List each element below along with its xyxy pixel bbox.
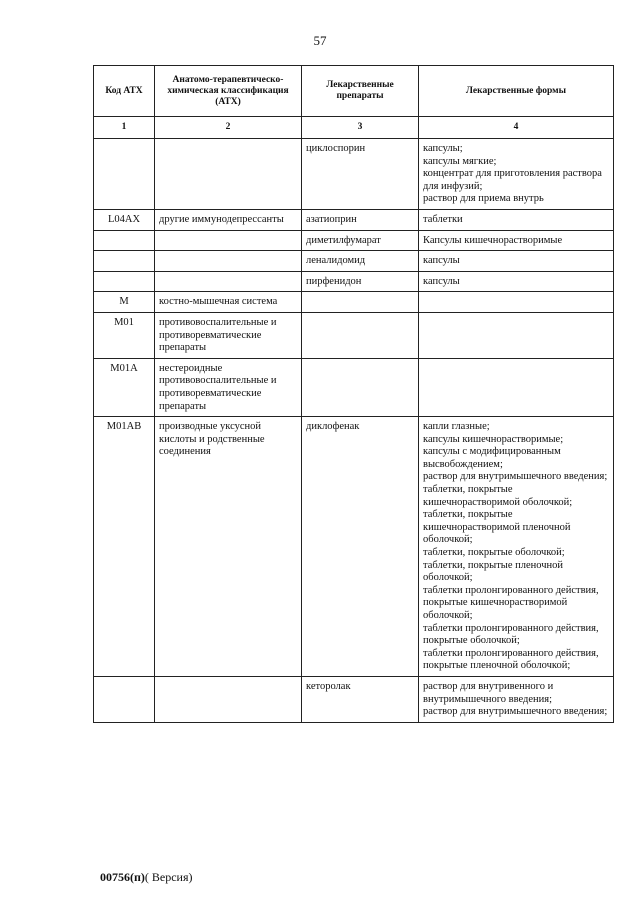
table-body	[94, 139, 614, 723]
drug-name-cell: циклоспорин	[302, 139, 419, 210]
drug-name-cell	[302, 292, 419, 313]
table-row	[94, 358, 614, 416]
dosage-forms-cell: Капсулы кишечнорастворимые	[419, 230, 614, 251]
table-row	[94, 230, 614, 251]
dosage-forms-cell: таблетки	[419, 209, 614, 230]
header-atc-code: Код АТХ	[94, 66, 155, 117]
table-row	[94, 417, 614, 677]
table-row	[94, 251, 614, 272]
classification-cell	[155, 230, 302, 251]
dosage-forms-cell	[419, 292, 614, 313]
table-row	[94, 292, 614, 313]
classification-cell: противовоспалительные и противоревматические препараты	[155, 312, 302, 358]
page-number: 57	[313, 33, 327, 48]
dosage-forms-cell: капсулы	[419, 251, 614, 272]
atc-code-cell: M01AB	[94, 417, 155, 677]
atc-code-cell	[94, 676, 155, 722]
atc-code-cell	[94, 271, 155, 292]
column-number: 2	[155, 117, 302, 139]
drug-name-cell: азатиоприн	[302, 209, 419, 230]
classification-cell: производные уксусной кислоты и родственные соединения	[155, 417, 302, 677]
drug-name-cell: кеторолак	[302, 676, 419, 722]
atc-code-cell: M01A	[94, 358, 155, 416]
dosage-forms-cell	[419, 312, 614, 358]
column-number: 4	[419, 117, 614, 139]
classification-cell: нестероидные противовоспалительные и противоревматические препараты	[155, 358, 302, 416]
atc-code-cell: M01	[94, 312, 155, 358]
document-version: ( Версия)	[144, 870, 193, 884]
dosage-forms-cell: капсулы	[419, 271, 614, 292]
dosage-forms-cell: капсулы; капсулы мягкие; концентрат для приготовления раствора для инфузий; раствор для приема внутрь	[419, 139, 614, 210]
drug-name-cell: леналидомид	[302, 251, 419, 272]
classification-cell: другие иммунодепрессанты	[155, 209, 302, 230]
dosage-forms-cell: капли глазные; капсулы кишечнорастворимые; капсулы с модифицированным высвобождением; раствор для внутримышечного введения; таблетки, покрытые кишечнорастворимой оболочкой; таблетки, покрытые кишечнорастворимой пленочной оболочкой; таблетки, покрытые оболочкой; таблетки, покрытые пленочной оболочкой; таблетки пролонгированного действия, покрытые кишечнорастворимой оболочкой; таблетки пролонгированного действия, покрытые оболочкой; таблетки пролонгированного действия, покрытые пленочной оболочкой;	[419, 417, 614, 677]
atc-code-cell: L04AX	[94, 209, 155, 230]
dosage-forms-cell	[419, 358, 614, 416]
table-row	[94, 676, 614, 722]
classification-cell	[155, 251, 302, 272]
header-atc-classification: Анатомо-терапевтическо-химическая классификация (АТХ)	[155, 66, 302, 117]
table-row	[94, 271, 614, 292]
column-number-row	[94, 117, 614, 139]
dosage-forms-cell: раствор для внутривенного и внутримышечного введения; раствор для внутримышечного введения;	[419, 676, 614, 722]
classification-cell	[155, 139, 302, 210]
atc-code-cell	[94, 251, 155, 272]
drug-name-cell: диклофенак	[302, 417, 419, 677]
column-number: 3	[302, 117, 419, 139]
drug-name-cell	[302, 312, 419, 358]
table-row	[94, 312, 614, 358]
header-row	[94, 66, 614, 117]
footer	[100, 870, 193, 885]
classification-cell	[155, 676, 302, 722]
drug-name-cell: диметилфумарат	[302, 230, 419, 251]
atc-code-cell	[94, 230, 155, 251]
table-row	[94, 209, 614, 230]
atc-code-cell	[94, 139, 155, 210]
column-number: 1	[94, 117, 155, 139]
table-row	[94, 139, 614, 210]
classification-cell: костно-мышечная система	[155, 292, 302, 313]
atc-table	[93, 65, 614, 723]
header-drugs: Лекарственные препараты	[302, 66, 419, 117]
drug-name-cell: пирфенидон	[302, 271, 419, 292]
header-dosage-forms: Лекарственные формы	[419, 66, 614, 117]
atc-code-cell: M	[94, 292, 155, 313]
drug-name-cell	[302, 358, 419, 416]
classification-cell	[155, 271, 302, 292]
document-code: 00756(п)	[100, 870, 145, 884]
